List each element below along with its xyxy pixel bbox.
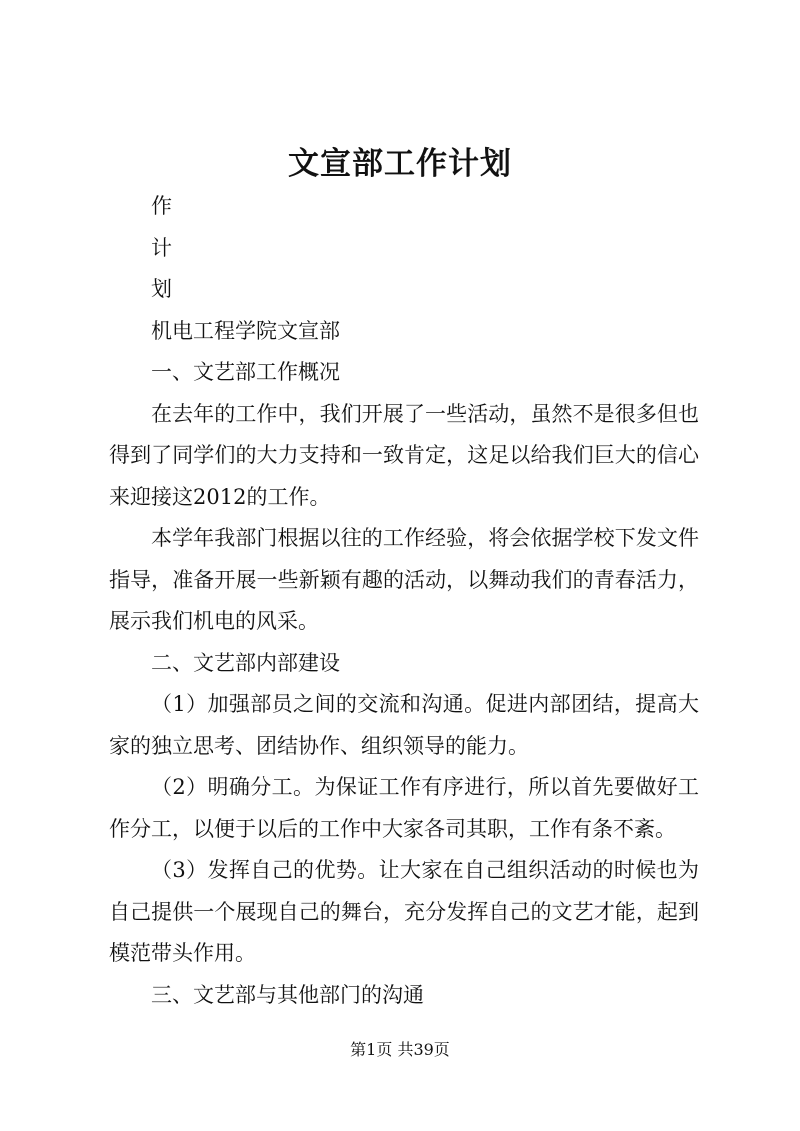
title-char-line: 作 — [151, 194, 172, 218]
page-number: 第1页 共39页 — [350, 1040, 450, 1059]
list-item: （2）明确分工。为保证工作有序进行，所以首先要做好工作分工，以便于以后的工作中大家各司其职，工作有条不紊。 — [109, 775, 699, 841]
list-item: （3）发挥自己的优势。让大家在自己组织活动的时候也为自己提供一个展现自己的舞台，充分发挥自己的文艺才能，起到模范带头作用。 — [109, 858, 699, 965]
paragraph: 在去年的工作中，我们开展了一些活动，虽然不是很多但也得到了同学们的大力支持和一致肯定，这足以给我们巨大的信心来迎接这2012的工作。 — [109, 401, 699, 509]
department-name: 机电工程学院文宣部 — [151, 318, 340, 343]
section-heading-3: 三、文艺部与其他部门的沟通 — [151, 982, 424, 1007]
document-body — [109, 186, 699, 1016]
document-title: 文宣部工作计划 — [288, 146, 512, 182]
section-heading-1: 一、文艺部工作概况 — [151, 360, 340, 384]
paragraph: 本学年我部门根据以往的工作经验，将会依据学校下发文件指导，准备开展一些新颖有趣的活动，以舞动我们的青春活力，展示我们机电的风采。 — [109, 526, 699, 633]
section-heading-2: 二、文艺部内部建设 — [151, 650, 340, 675]
title-char-line: 划 — [151, 277, 172, 301]
list-item: （1）加强部员之间的交流和沟通。促进内部团结，提高大家的独立思考、团结协作、组织领导的能力。 — [109, 692, 699, 758]
title-char-line: 计 — [151, 235, 172, 260]
